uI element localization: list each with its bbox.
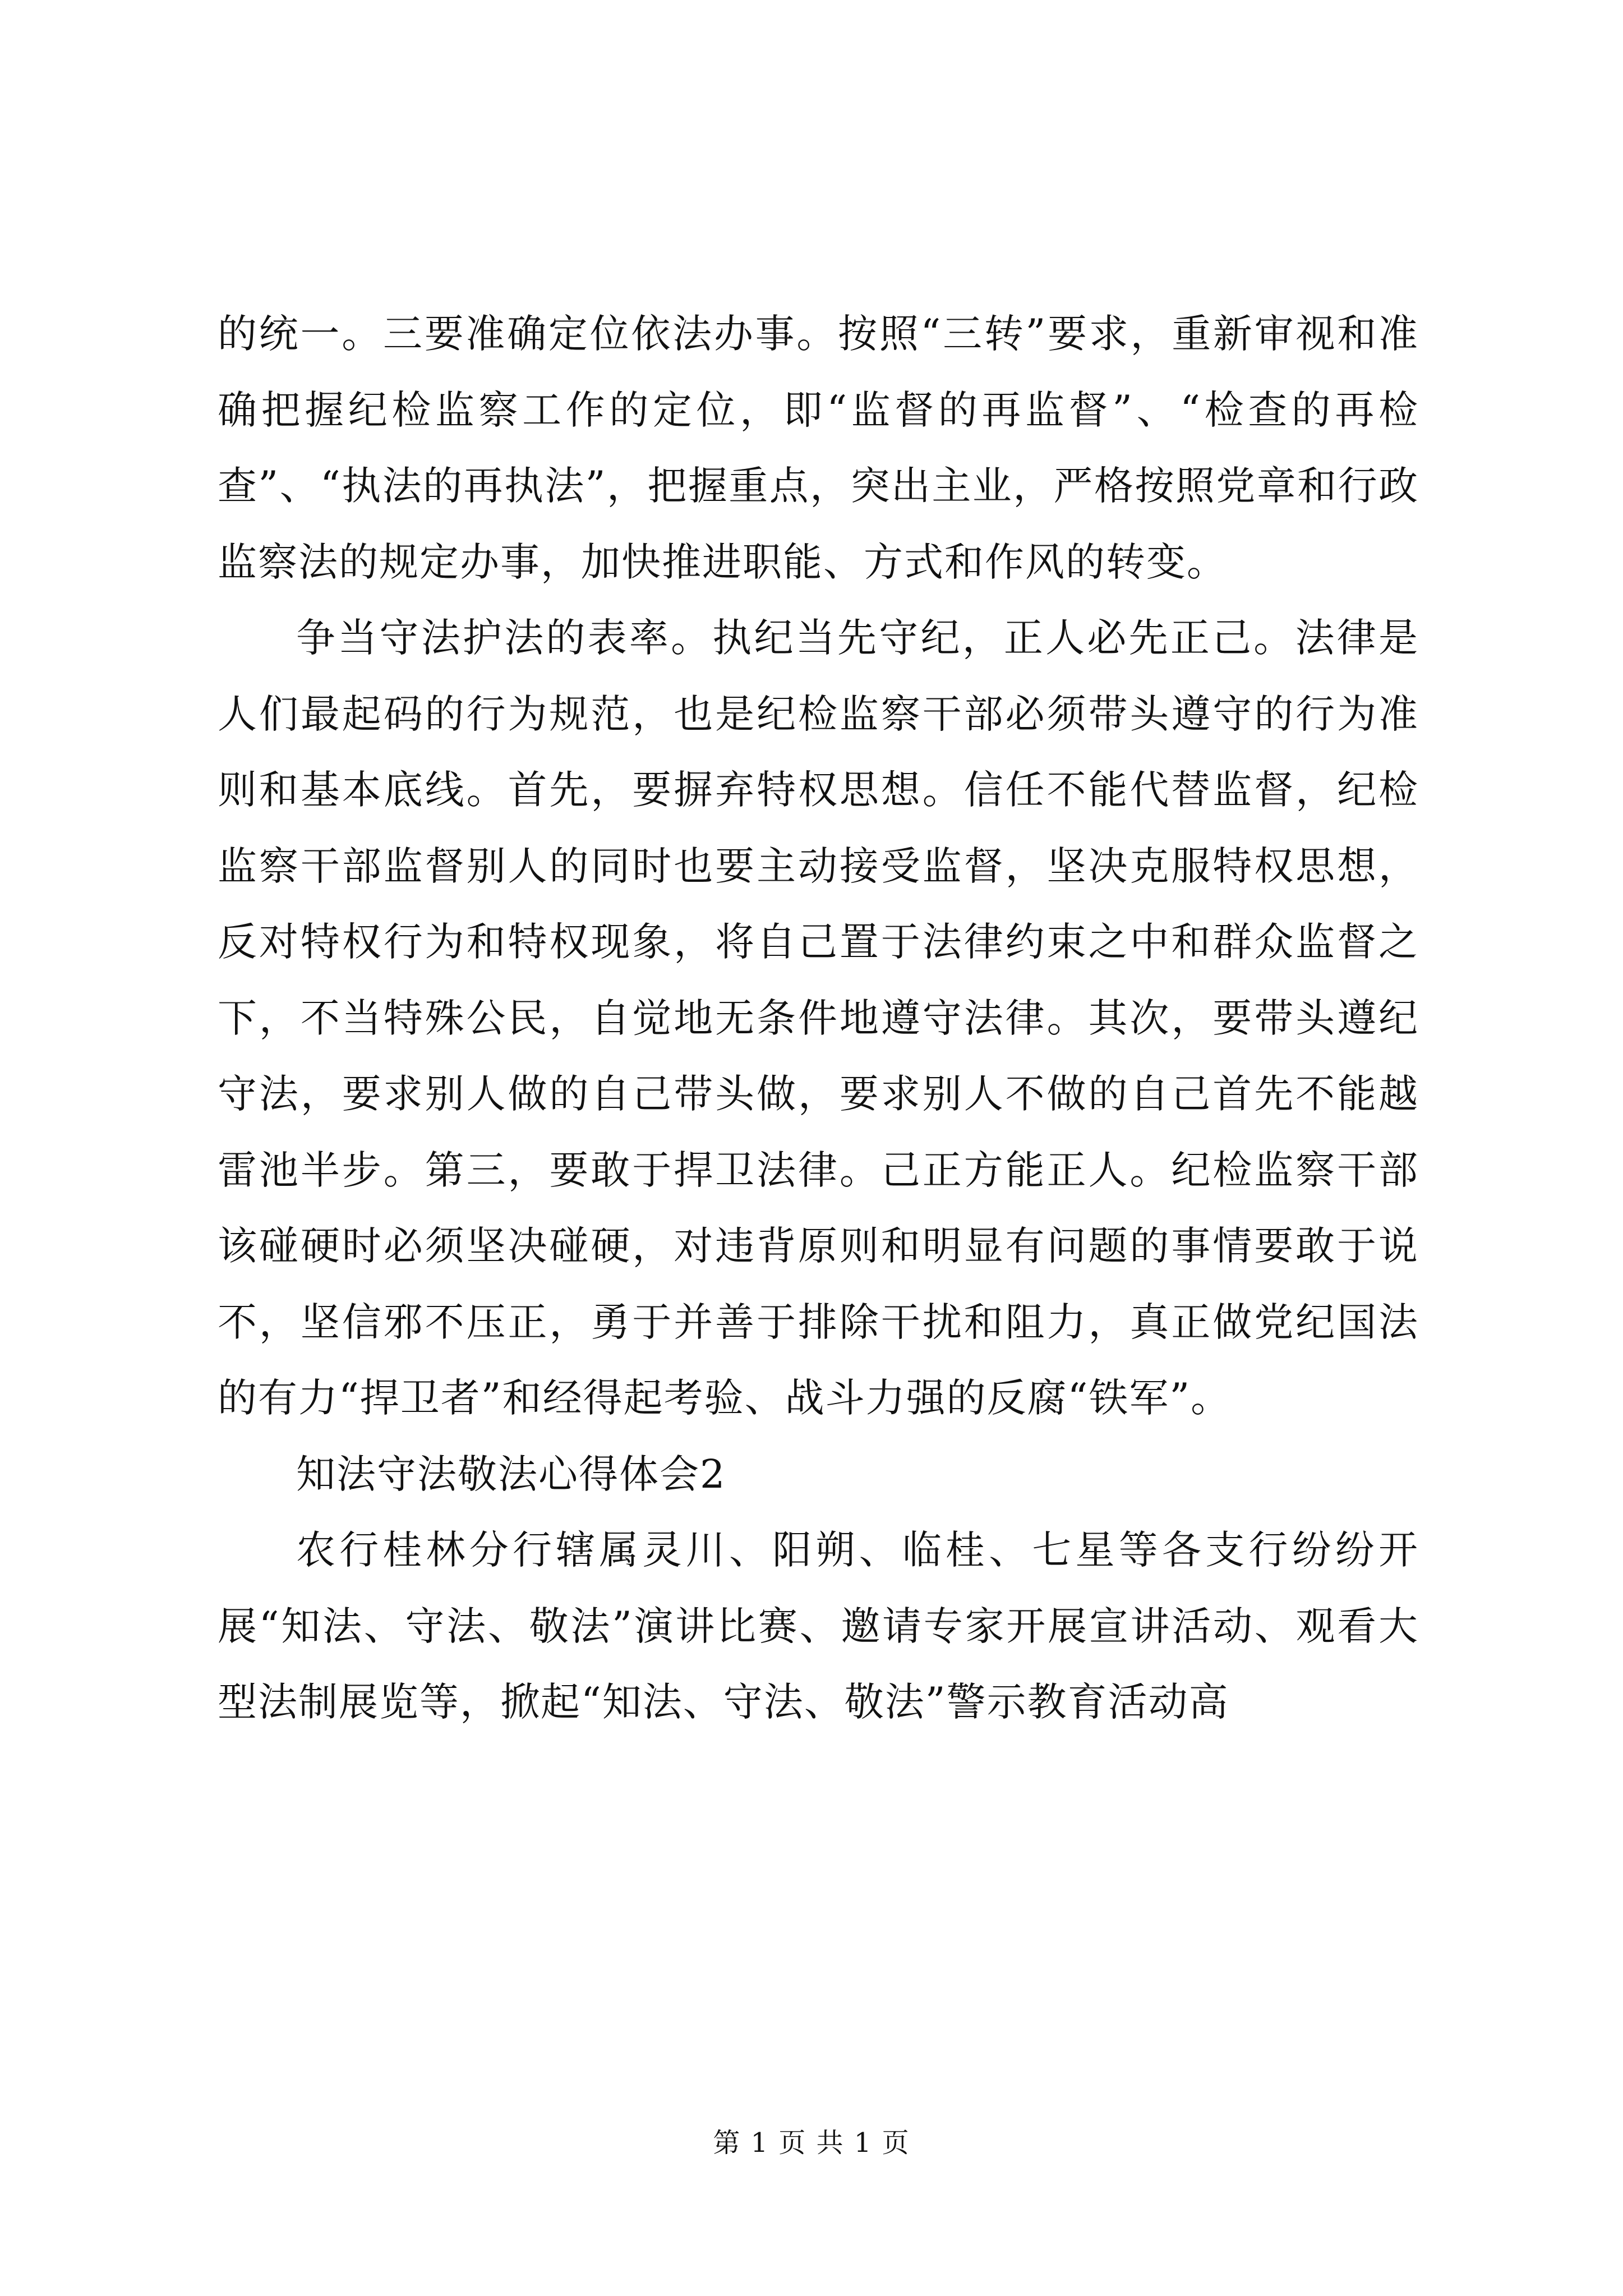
paragraph-enforcement-example: 争当守法护法的表率。执纪当先守纪，正人必先正己。法律是人们最起码的行为规范，也是纪检监察干部必须带头遵守的行为准则和基本底线。首先，要摒弃特权思想。信任不能代替监督，纪检监察干部监督别人的同时也要主动接受监督，坚决克服特权思想，反对特权行为和特权现象，将自己置于法律约束之中和群众监督之下，不当特殊公民，自觉地无条件地遵守法律。其次，要带头遵纪守法，要求别人做的自己带头做，要求别人不做的自己首先不能越雷池半步。第三，要敢于捍卫法律。己正方能正人。纪检监察干部该碰硬时必须坚决碰硬，对违背原则和明显有问题的事情要敢于说不，坚信邪不压正，勇于并善于排除干扰和阻力，真正做党纪国法的有力“捍卫者”和经得起考验、战斗力强的反腐“铁军”。 (218, 615, 1419, 1421)
section-heading: 知法守法敬法心得体会2 (296, 1451, 726, 1497)
page-number-label: 第 1 页 共 1 页 (713, 2127, 910, 2159)
page-footer (0, 2126, 1623, 2160)
paragraph-guilin-branch: 农行桂林分行辖属灵川、阳朔、临桂、七星等各支行纷纷开展“知法、守法、敬法”演讲比赛、邀请专家开展宣讲活动、观看大型法制展览等，掀起“知法、守法、敬法”警示教育活动高 (218, 1527, 1419, 1725)
document-body (218, 296, 1419, 1741)
paragraph-continuation: 的统一。三要准确定位依法办事。按照“三转”要求，重新审视和准确把握纪检监察工作的定位，即“监督的再监督”、“检查的再检查”、“执法的再执法”，把握重点，突出主业，严格按照党章和行政监察法的规定办事，加快推进职能、方式和作风的转变。 (218, 311, 1419, 585)
